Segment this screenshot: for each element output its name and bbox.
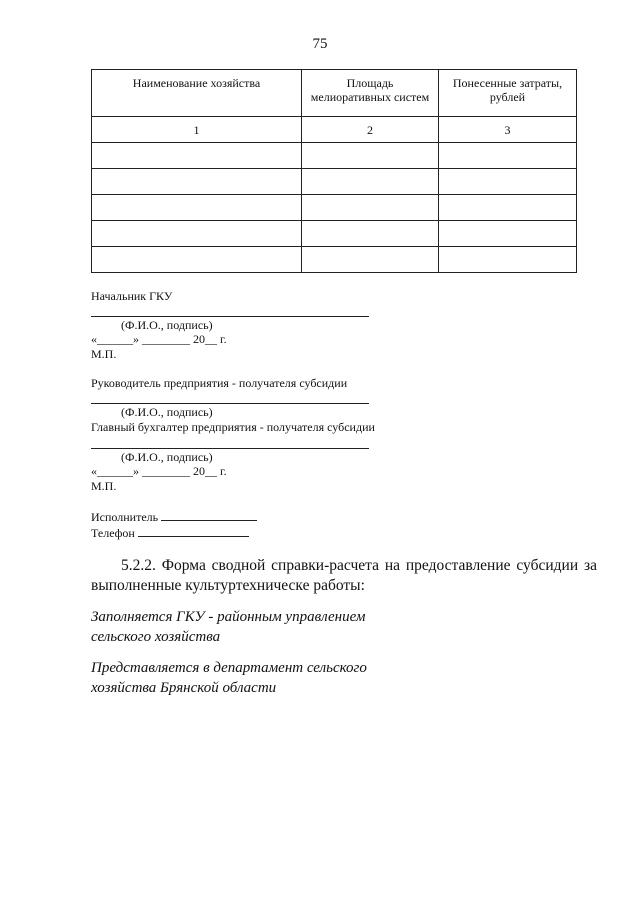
executor-label: Исполнитель	[91, 510, 159, 524]
table-cell[interactable]	[92, 221, 302, 247]
fio-note: (Ф.И.О., подпись)	[121, 405, 213, 419]
column-number: 3	[439, 117, 577, 143]
subsidy-form-table	[91, 69, 577, 273]
table-cell[interactable]	[302, 221, 439, 247]
table-row	[92, 247, 577, 273]
table-row	[92, 169, 577, 195]
table-cell[interactable]	[302, 247, 439, 273]
table-cell[interactable]	[302, 143, 439, 169]
table-cell[interactable]	[92, 169, 302, 195]
table-cell[interactable]	[439, 169, 577, 195]
phone-label: Телефон	[91, 526, 135, 540]
section-paragraph: 5.2.2. Форма сводной справки-расчета на предоставление субсидии за выполненные культуртехническе работы:	[91, 557, 597, 594]
header-text: Наименование хозяйства	[132, 76, 261, 90]
note-filled-by: Заполняется ГКУ - районным управлением сельского хозяйства	[91, 609, 366, 645]
column-number: 2	[302, 117, 439, 143]
table-cell[interactable]	[439, 195, 577, 221]
table-cell[interactable]	[439, 221, 577, 247]
stamp-label: М.П.	[91, 479, 117, 493]
fio-note: (Ф.И.О., подпись)	[121, 450, 213, 464]
executor-field[interactable]	[161, 520, 257, 521]
phone-field[interactable]	[138, 536, 249, 537]
executor-row	[91, 510, 257, 524]
table-cell[interactable]	[302, 195, 439, 221]
header-text: Площадь мелиоративных систем	[310, 76, 430, 104]
stamp-label: М.П.	[91, 347, 117, 361]
table-cell[interactable]	[302, 169, 439, 195]
note-submitted-to: Представляется в департамент сельского хозяйства Брянской области	[91, 660, 367, 696]
date-line: «______» ________ 20__ г.	[91, 464, 227, 478]
column-header-farm-name	[92, 70, 302, 117]
table-header-row	[92, 70, 577, 117]
column-header-area	[302, 70, 439, 117]
signature-line[interactable]	[91, 448, 369, 449]
table-cell[interactable]	[92, 195, 302, 221]
table-row	[92, 143, 577, 169]
header-text: Понесенные затраты, рублей	[452, 76, 563, 104]
column-number-row	[92, 117, 577, 143]
date-line: «______» ________ 20__ г.	[91, 332, 227, 346]
page-number: 75	[312, 36, 328, 52]
signature-line[interactable]	[91, 316, 369, 317]
table-cell[interactable]	[439, 143, 577, 169]
table-cell[interactable]	[92, 247, 302, 273]
manager-title: Руководитель предприятия - получателя субсидии	[91, 376, 348, 390]
table-row	[92, 195, 577, 221]
signature-line[interactable]	[91, 403, 369, 404]
table-row	[92, 221, 577, 247]
fio-note: (Ф.И.О., подпись)	[121, 318, 213, 332]
column-number: 1	[92, 117, 302, 143]
column-header-costs	[439, 70, 577, 117]
head-title: Начальник ГКУ	[91, 289, 173, 303]
accountant-title: Главный бухгалтер предприятия - получателя субсидии	[91, 420, 375, 434]
phone-row	[91, 526, 249, 540]
table-cell[interactable]	[439, 247, 577, 273]
table-cell[interactable]	[92, 143, 302, 169]
